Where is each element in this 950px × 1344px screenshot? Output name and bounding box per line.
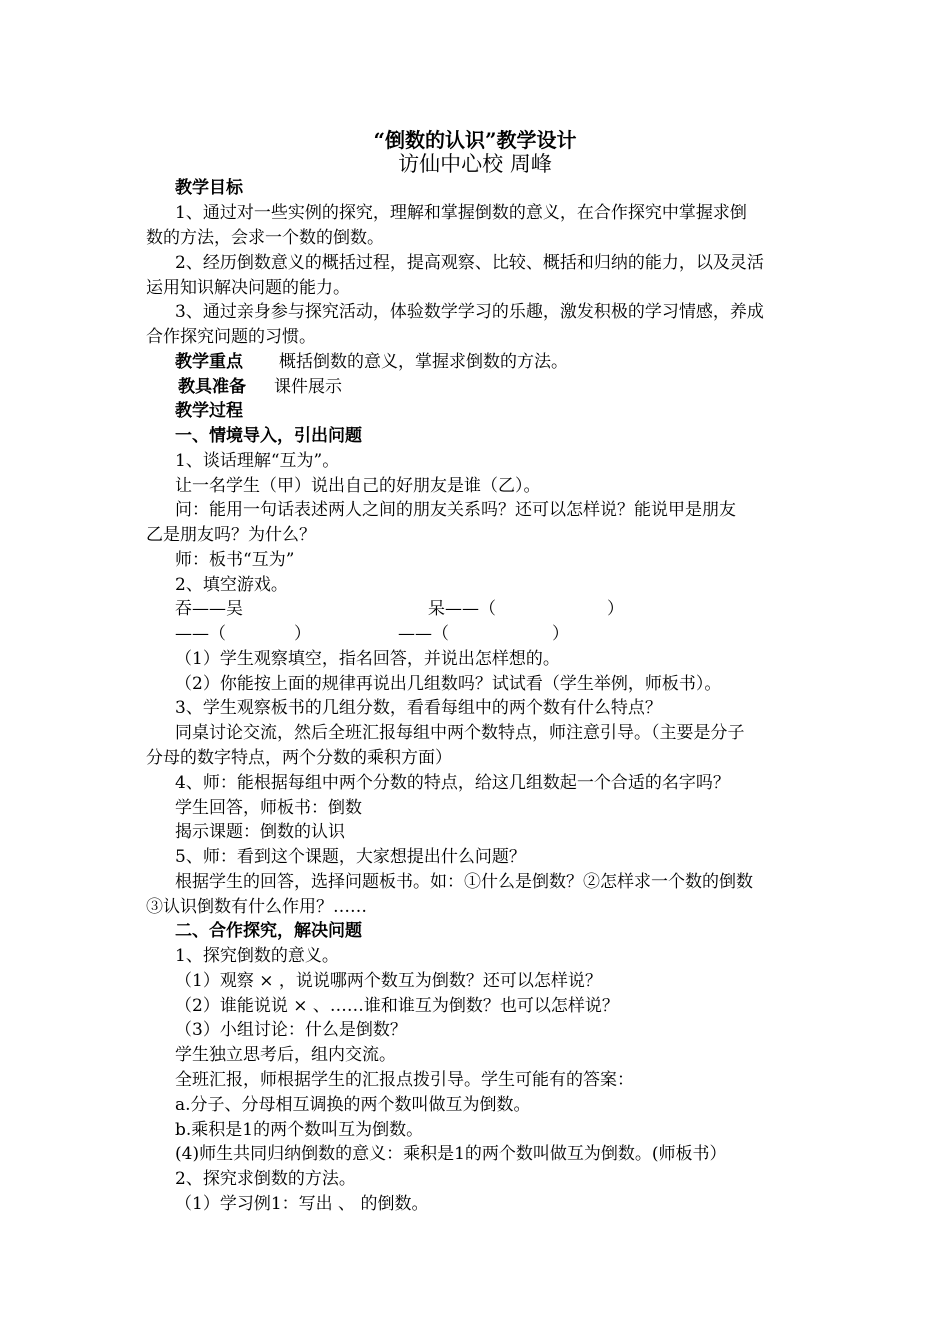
paragraph-line: 2、探究求倒数的方法。: [175, 1169, 356, 1189]
paragraph-line: 2、经历倒数意义的概括过程，提高观察、比较、概括和归纳的能力，以及灵活: [175, 253, 764, 273]
section-heading: 教学目标: [175, 178, 243, 198]
paragraph-line: 1、通过对一些实例的探究，理解和掌握倒数的意义，在合作探究中掌握求倒: [175, 203, 747, 223]
paragraph-line: 学生回答，师板书：倒数: [175, 798, 362, 818]
paragraph-line: 3、学生观察板书的几组分数，看看每组中的两个数有什么特点？: [175, 698, 662, 718]
fill-blank-close: ）: [294, 624, 311, 644]
paragraph-line: （2）谁能说说 × 、……谁和谁互为倒数？也可以怎样说？: [175, 996, 619, 1016]
paragraph-line: （3）小组讨论：什么是倒数？: [175, 1020, 407, 1040]
paragraph-line: b.乘积是1的两个数叫互为倒数。: [175, 1120, 424, 1140]
paragraph-line: （1）学生观察填空，指名回答，并说出怎样想的。: [175, 649, 560, 669]
key-point-text: 概括倒数的意义，掌握求倒数的方法。: [279, 352, 568, 372]
key-point-label: 教学重点: [175, 352, 243, 372]
paragraph-line: 根据学生的回答，选择问题板书。如：①什么是倒数？②怎样求一个数的倒数: [175, 872, 753, 892]
paragraph-line: （1）学习例1：写出 、 的倒数。: [175, 1194, 429, 1214]
paragraph-line: 揭示课题：倒数的认识: [175, 822, 345, 842]
paragraph-line: 1、谈话理解“互为”。: [175, 451, 340, 471]
paragraph-line: （2）你能按上面的规律再说出几组数吗？试试看（学生举例，师板书）。: [175, 674, 722, 694]
paragraph-line: 数的方法，会求一个数的倒数。: [146, 228, 384, 248]
paragraph-line: 5、师：看到这个课题，大家想提出什么问题？: [175, 847, 526, 867]
paragraph-line: 问：能用一句话表述两人之间的朋友关系吗？还可以怎样说？能说甲是朋友: [175, 500, 736, 520]
paragraph-line: 4、师：能根据每组中两个分数的特点，给这几组数起一个合适的名字吗？: [175, 773, 730, 793]
fill-blank-close: ）: [607, 599, 624, 619]
fill-blank-item: 吞——吴: [175, 599, 243, 619]
fill-blank-close: ）: [552, 624, 569, 644]
paragraph-line: a.分子、分母相互调换的两个数叫做互为倒数。: [175, 1095, 531, 1115]
materials-label: 教具准备: [178, 377, 246, 397]
section-heading: 一、情境导入，引出问题: [175, 426, 362, 446]
paragraph-line: 3、通过亲身参与探究活动，体验数学学习的乐趣，激发积极的学习情感，养成: [175, 302, 764, 322]
paragraph-line: 2、填空游戏。: [175, 575, 288, 595]
document-title: “倒数的认识”教学设计: [373, 128, 577, 152]
paragraph-line: (4)师生共同归纳倒数的意义：乘积是1的两个数叫做互为倒数。(师板书）: [175, 1144, 727, 1164]
paragraph-line: 1、探究倒数的意义。: [175, 946, 339, 966]
paragraph-line: 运用知识解决问题的能力。: [146, 278, 350, 298]
paragraph-line: 乙是朋友吗？为什么？: [146, 525, 316, 545]
paragraph-line: 分母的数字特点，两个分数的乘积方面）: [146, 748, 452, 768]
paragraph-line: 师：板书“互为”: [175, 550, 295, 570]
fill-blank-item: 呆——（: [428, 599, 496, 619]
paragraph-line: 让一名学生（甲）说出自己的好朋友是谁（乙）。: [175, 476, 541, 496]
paragraph-line: 全班汇报，师根据学生的汇报点拨引导。学生可能有的答案：: [175, 1070, 634, 1090]
paragraph-line: （1）观察 × ，说说哪两个数互为倒数？还可以怎样说？: [175, 971, 602, 991]
document-subtitle: 访仙中心校 周峰: [398, 152, 552, 176]
materials-text: 课件展示: [274, 377, 342, 397]
section-heading: 二、合作探究，解决问题: [175, 921, 362, 941]
section-heading: 教学过程: [175, 401, 243, 421]
paragraph-line: 学生独立思考后，组内交流。: [175, 1045, 396, 1065]
paragraph-line: 合作探究问题的习惯。: [146, 327, 316, 347]
paragraph-line: ③认识倒数有什么作用？……: [146, 897, 367, 917]
fill-blank-item: ——（: [398, 624, 449, 644]
paragraph-line: 同桌讨论交流，然后全班汇报每组中两个数特点，师注意引导。（主要是分子: [175, 723, 745, 743]
fill-blank-item: ——（: [175, 624, 226, 644]
